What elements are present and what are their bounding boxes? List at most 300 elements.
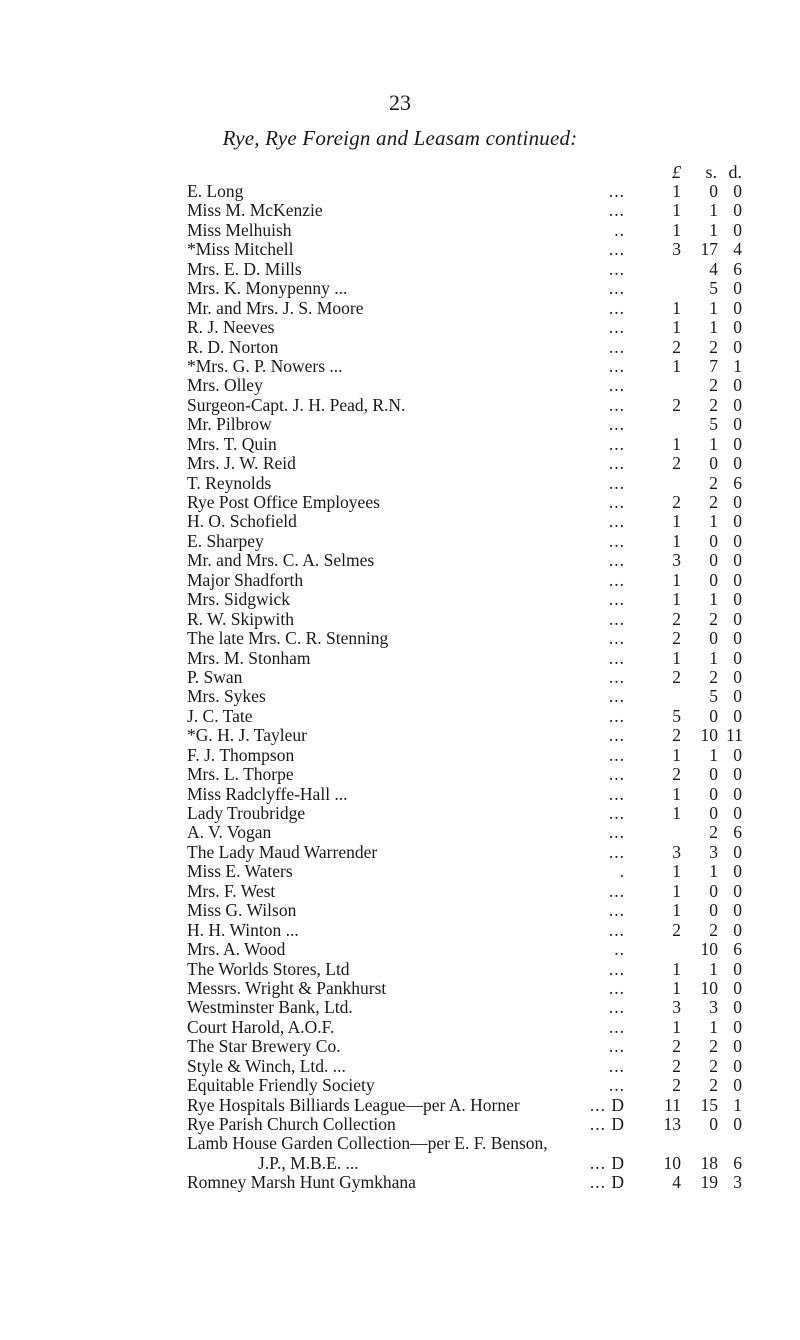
page-number: 23 <box>389 90 411 115</box>
amount-shillings: 1 <box>709 589 718 610</box>
list-item <box>0 668 800 687</box>
donor-name: Romney Marsh Hunt Gymkhana <box>187 1172 416 1193</box>
amount-pence: 0 <box>733 278 742 299</box>
amount-pounds: 2 <box>672 1075 681 1096</box>
donor-name: R. D. Norton <box>187 336 279 357</box>
donor-name: Rye Post Office Employees <box>187 492 380 512</box>
list-item <box>0 201 800 220</box>
list-item <box>0 318 800 337</box>
amount-shillings: 10 <box>700 977 718 998</box>
amount-pence: 0 <box>733 492 742 512</box>
amount-pounds: 1 <box>672 958 681 979</box>
amount-pounds: 3 <box>672 841 681 862</box>
leader-dots: .. <box>614 939 625 960</box>
amount-pounds: 2 <box>672 1036 681 1057</box>
amount-shillings: 2 <box>709 492 718 512</box>
donor-name: The Worlds Stores, Ltd <box>187 958 350 979</box>
donor-name: Lamb House Garden Collection—per E. F. Benson, <box>187 1133 548 1154</box>
amount-shillings: 0 <box>709 803 718 823</box>
amount-pounds: 1 <box>672 900 681 921</box>
donor-name: R. W. Skipwith <box>187 608 294 629</box>
amount-pounds: 1 <box>672 511 681 532</box>
list-item <box>0 921 800 940</box>
amount-pence: 0 <box>733 686 742 707</box>
amount-pence: 0 <box>733 1055 742 1076</box>
list-item <box>0 649 800 668</box>
list-item <box>0 590 800 609</box>
amount-shillings: 2 <box>709 472 718 493</box>
amount-pounds: 1 <box>672 569 681 590</box>
leader-dots: ... <box>608 472 625 493</box>
amount-shillings: 2 <box>709 608 718 629</box>
amount-pence: 0 <box>733 880 742 901</box>
amount-pence: 1 <box>733 1094 742 1115</box>
amount-shillings: 0 <box>709 764 718 785</box>
list-item <box>0 551 800 570</box>
list-item <box>0 454 800 473</box>
donor-name: *Mrs. G. P. Nowers ... <box>187 355 343 376</box>
amount-pounds: 2 <box>672 666 681 687</box>
amount-pounds: 1 <box>672 200 681 221</box>
list-item <box>0 182 800 201</box>
list-item <box>0 415 800 434</box>
leader-dots: ... <box>608 200 625 221</box>
pence-column-header: d. <box>728 162 742 182</box>
amount-pence: 0 <box>733 317 742 338</box>
list-item <box>0 882 800 901</box>
donor-name: E. Sharpey <box>187 530 264 551</box>
donor-name: Mr. and Mrs. C. A. Selmes <box>187 550 375 571</box>
amount-pounds: 3 <box>672 550 681 571</box>
list-item <box>0 240 800 259</box>
leader-dots: ... <box>608 880 625 901</box>
amount-shillings: 0 <box>709 628 718 649</box>
donor-name: Miss M. McKenzie <box>187 200 323 221</box>
amount-shillings: 1 <box>709 647 718 668</box>
leader-dots: ... <box>608 453 625 474</box>
leader-dots: ... <box>608 628 625 649</box>
list-item <box>0 960 800 979</box>
amount-shillings: 1 <box>709 511 718 532</box>
amount-pounds: 2 <box>672 1055 681 1076</box>
amount-shillings: 0 <box>709 550 718 571</box>
leader-dots: .. <box>614 219 625 240</box>
amount-pounds: 1 <box>672 181 681 201</box>
leader-dots: ... <box>608 705 625 726</box>
amount-shillings: 15 <box>700 1094 718 1115</box>
amount-shillings: 2 <box>709 394 718 415</box>
leader-dots: ... <box>608 375 625 396</box>
leader-dots: ... <box>608 783 625 804</box>
amount-shillings: 2 <box>709 666 718 687</box>
list-item <box>0 1134 800 1153</box>
donor-name: Surgeon-Capt. J. H. Pead, R.N. <box>187 394 406 415</box>
leader-dots: ... D <box>589 1172 625 1193</box>
list-item <box>0 1037 800 1056</box>
leader-dots: ... <box>608 647 625 668</box>
leader-dots: ... <box>608 511 625 532</box>
list-item <box>0 998 800 1017</box>
donor-name: P. Swan <box>187 666 243 687</box>
donor-name: Mrs. Sidgwick <box>187 589 291 610</box>
amount-pence: 0 <box>733 200 742 221</box>
amount-shillings: 0 <box>709 569 718 590</box>
donor-name: Mrs. Olley <box>187 375 263 396</box>
amount-pence: 0 <box>733 666 742 687</box>
amount-pence: 6 <box>733 1152 742 1173</box>
amount-pence: 0 <box>733 1016 742 1037</box>
amount-pence: 0 <box>733 297 742 318</box>
leader-dots: ... <box>608 181 625 201</box>
donor-name: J. C. Tate <box>187 705 253 726</box>
amount-pounds: 2 <box>672 394 681 415</box>
amount-shillings: 5 <box>709 278 718 299</box>
amount-shillings: 1 <box>709 744 718 765</box>
amount-pounds: 5 <box>672 705 681 726</box>
amount-pence: 1 <box>733 355 742 376</box>
list-item <box>0 571 800 590</box>
list-item <box>0 1173 800 1192</box>
leader-dots: ... <box>608 317 625 338</box>
amount-pounds: 4 <box>672 1172 681 1193</box>
amount-pounds: 2 <box>672 492 681 512</box>
leader-dots: ... D <box>589 1094 625 1115</box>
donor-name: Mrs. K. Monypenny ... <box>187 278 348 299</box>
amount-pounds: 1 <box>672 297 681 318</box>
amount-shillings: 2 <box>709 1055 718 1076</box>
leader-dots: . <box>619 861 625 882</box>
amount-pence: 0 <box>733 900 742 921</box>
donor-name: Equitable Friendly Society <box>187 1075 375 1096</box>
leader-dots: ... <box>608 744 625 765</box>
donor-name: Mrs. F. West <box>187 880 276 901</box>
list-item <box>0 260 800 279</box>
amount-shillings: 3 <box>709 997 718 1018</box>
amount-shillings: 1 <box>709 317 718 338</box>
list-item <box>0 901 800 920</box>
donor-name: The Star Brewery Co. <box>187 1036 341 1057</box>
amount-shillings: 1 <box>709 861 718 882</box>
amount-shillings: 0 <box>709 880 718 901</box>
list-item <box>0 299 800 318</box>
amount-pence: 0 <box>733 803 742 823</box>
donor-name: Rye Parish Church Collection <box>187 1114 396 1134</box>
amount-shillings: 1 <box>709 1016 718 1037</box>
subscription-list <box>0 182 800 1193</box>
donor-name: Mr. and Mrs. J. S. Moore <box>187 297 364 318</box>
donor-name: Mrs. A. Wood <box>187 939 286 960</box>
amount-pence: 0 <box>733 997 742 1018</box>
amount-pence: 0 <box>733 783 742 804</box>
donor-name: The Lady Maud Warrender <box>187 841 378 862</box>
amount-pounds: 10 <box>663 1152 681 1173</box>
leader-dots: ... <box>608 414 625 435</box>
amount-pence: 0 <box>733 841 742 862</box>
amount-shillings: 10 <box>700 939 718 960</box>
list-item <box>0 532 800 551</box>
amount-pence: 0 <box>733 977 742 998</box>
amount-pence: 6 <box>733 939 742 960</box>
amount-shillings: 19 <box>700 1172 718 1193</box>
list-item <box>0 221 800 240</box>
amount-shillings: 1 <box>709 219 718 240</box>
amount-pounds: 1 <box>672 880 681 901</box>
amount-shillings: 2 <box>709 1036 718 1057</box>
list-item <box>0 1154 800 1173</box>
leader-dots: ... <box>608 900 625 921</box>
amount-shillings: 0 <box>709 783 718 804</box>
amount-shillings: 0 <box>709 1114 718 1134</box>
leader-dots: ... <box>608 258 625 279</box>
donor-name: F. J. Thompson <box>187 744 295 765</box>
amount-pounds: 2 <box>672 453 681 474</box>
leader-dots: ... <box>608 997 625 1018</box>
amount-pounds: 1 <box>672 355 681 376</box>
leader-dots: ... <box>608 822 625 843</box>
donor-name: Miss Radclyffe-Hall ... <box>187 783 348 804</box>
amount-pounds: 2 <box>672 764 681 785</box>
list-item <box>0 512 800 531</box>
donor-name: Messrs. Wright & Pankhurst <box>187 977 387 998</box>
leader-dots: ... <box>608 239 625 260</box>
amount-pounds: 3 <box>672 239 681 260</box>
amount-pounds: 1 <box>672 433 681 454</box>
leader-dots: ... <box>608 550 625 571</box>
amount-pounds: 2 <box>672 336 681 357</box>
leader-dots: ... <box>608 1055 625 1076</box>
donor-name: Mr. Pilbrow <box>187 414 272 435</box>
amount-pence: 0 <box>733 181 742 201</box>
leader-dots: ... <box>608 1036 625 1057</box>
amount-shillings: 0 <box>709 900 718 921</box>
leader-dots: ... <box>608 977 625 998</box>
amount-shillings: 2 <box>709 1075 718 1096</box>
leader-dots: ... <box>608 841 625 862</box>
leader-dots: ... <box>608 278 625 299</box>
amount-shillings: 2 <box>709 336 718 357</box>
amount-pence: 0 <box>733 589 742 610</box>
leader-dots: ... <box>608 764 625 785</box>
leader-dots: ... <box>608 608 625 629</box>
amount-pounds: 1 <box>672 530 681 551</box>
donor-name: Mrs. Sykes <box>187 686 266 707</box>
amount-pounds: 2 <box>672 725 681 746</box>
donor-name: Style & Winch, Ltd. ... <box>187 1055 346 1076</box>
amount-pence: 4 <box>733 239 742 260</box>
amount-shillings: 0 <box>709 181 718 201</box>
amount-pence: 0 <box>733 744 742 765</box>
amount-pence: 0 <box>733 394 742 415</box>
list-item <box>0 1115 800 1134</box>
leader-dots: ... <box>608 1016 625 1037</box>
amount-pounds: 11 <box>664 1094 681 1115</box>
amount-shillings: 17 <box>700 239 718 260</box>
amount-shillings: 7 <box>709 355 718 376</box>
leader-dots: ... <box>608 589 625 610</box>
list-item <box>0 357 800 376</box>
amount-pence: 0 <box>733 1036 742 1057</box>
donor-name: Westminster Bank, Ltd. <box>187 997 353 1018</box>
page-heading: Rye, Rye Foreign and Leasam continued: <box>222 126 578 150</box>
list-item <box>0 629 800 648</box>
list-item <box>0 493 800 512</box>
amount-pounds: 1 <box>672 744 681 765</box>
leader-dots: ... <box>608 336 625 357</box>
amount-pence: 0 <box>733 919 742 940</box>
leader-dots: ... <box>608 919 625 940</box>
amount-pounds: 3 <box>672 997 681 1018</box>
amount-pounds: 2 <box>672 919 681 940</box>
amount-shillings: 4 <box>709 258 718 279</box>
donor-name: Mrs. M. Stonham <box>187 647 311 668</box>
leader-dots: ... <box>608 297 625 318</box>
amount-pounds: 1 <box>672 803 681 823</box>
list-item <box>0 610 800 629</box>
amount-pence: 0 <box>733 764 742 785</box>
amount-pounds: 2 <box>672 608 681 629</box>
amount-shillings: 2 <box>709 375 718 396</box>
amount-shillings: 1 <box>709 297 718 318</box>
amount-pence: 0 <box>733 647 742 668</box>
donor-name: Mrs. L. Thorpe <box>187 764 294 785</box>
list-item <box>0 1057 800 1076</box>
leader-dots: ... <box>608 530 625 551</box>
amount-pence: 0 <box>733 453 742 474</box>
amount-pence: 3 <box>733 1172 742 1193</box>
amount-shillings: 1 <box>709 200 718 221</box>
list-item <box>0 979 800 998</box>
donor-name: Lady Troubridge <box>187 803 306 823</box>
donor-name: Miss G. Wilson <box>187 900 297 921</box>
amount-shillings: 0 <box>709 705 718 726</box>
amount-pounds: 1 <box>672 317 681 338</box>
leader-dots: ... D <box>589 1114 625 1134</box>
amount-pence: 0 <box>733 511 742 532</box>
list-item <box>0 785 800 804</box>
leader-dots: ... <box>608 725 625 746</box>
donor-name: Miss E. Waters <box>187 861 293 882</box>
pounds-column-header: £ <box>672 162 681 182</box>
list-item <box>0 396 800 415</box>
amount-shillings: 18 <box>700 1152 718 1173</box>
amount-pence: 0 <box>733 861 742 882</box>
donor-name: J.P., M.B.E. ... <box>258 1152 359 1173</box>
amount-pence: 0 <box>733 705 742 726</box>
amount-pence: 0 <box>733 375 742 396</box>
donor-name: Miss Melhuish <box>187 219 292 240</box>
list-item <box>0 940 800 959</box>
list-item <box>0 707 800 726</box>
donor-name: Mrs. J. W. Reid <box>187 453 296 474</box>
donor-name: Major Shadforth <box>187 569 304 590</box>
list-item <box>0 765 800 784</box>
donor-name: Court Harold, A.O.F. <box>187 1016 335 1037</box>
donor-name: A. V. Vogan <box>187 822 272 843</box>
donor-name: Mrs. E. D. Mills <box>187 258 302 279</box>
donor-name: H. O. Schofield <box>187 511 297 532</box>
list-item <box>0 279 800 298</box>
list-item <box>0 376 800 395</box>
list-item <box>0 1018 800 1037</box>
amount-pence: 0 <box>733 414 742 435</box>
amount-shillings: 10 <box>700 725 718 746</box>
leader-dots: ... <box>608 433 625 454</box>
donor-name: R. J. Neeves <box>187 317 275 338</box>
list-item <box>0 746 800 765</box>
leader-dots: ... <box>608 394 625 415</box>
amount-pence: 6 <box>733 822 742 843</box>
leader-dots: ... D <box>589 1152 625 1173</box>
donor-name: H. H. Winton ... <box>187 919 299 940</box>
amount-shillings: 5 <box>709 686 718 707</box>
amount-pounds: 2 <box>672 628 681 649</box>
list-item <box>0 1096 800 1115</box>
leader-dots: ... <box>608 492 625 512</box>
amount-pence: 0 <box>733 336 742 357</box>
list-item <box>0 726 800 745</box>
leader-dots: ... <box>608 686 625 707</box>
donor-name: Mrs. T. Quin <box>187 433 277 454</box>
leader-dots: ... <box>608 569 625 590</box>
amount-pence: 0 <box>733 608 742 629</box>
amount-pence: 0 <box>733 219 742 240</box>
amount-pounds: 1 <box>672 861 681 882</box>
amount-pounds: 1 <box>672 589 681 610</box>
donor-name: *G. H. J. Tayleur <box>187 725 307 746</box>
donor-name: T. Reynolds <box>187 472 272 493</box>
amount-pounds: 1 <box>672 1016 681 1037</box>
shillings-column-header: s. <box>705 162 717 182</box>
amount-shillings: 2 <box>709 919 718 940</box>
list-item <box>0 862 800 881</box>
amount-pence: 6 <box>733 258 742 279</box>
list-item <box>0 804 800 823</box>
amount-pounds: 1 <box>672 219 681 240</box>
list-item <box>0 338 800 357</box>
amount-shillings: 2 <box>709 822 718 843</box>
amount-pounds: 1 <box>672 783 681 804</box>
list-item <box>0 1076 800 1095</box>
list-item <box>0 687 800 706</box>
leader-dots: ... <box>608 1075 625 1096</box>
amount-shillings: 0 <box>709 453 718 474</box>
amount-shillings: 1 <box>709 433 718 454</box>
amount-pence: 0 <box>733 530 742 551</box>
amount-pounds: 1 <box>672 647 681 668</box>
amount-shillings: 3 <box>709 841 718 862</box>
donor-name: E. Long <box>187 181 244 201</box>
amount-shillings: 5 <box>709 414 718 435</box>
donor-name: *Miss Mitchell <box>187 239 294 260</box>
amount-pence: 6 <box>733 472 742 493</box>
amount-pence: 0 <box>733 433 742 454</box>
list-item <box>0 435 800 454</box>
list-item <box>0 474 800 493</box>
amount-pence: 0 <box>733 569 742 590</box>
amount-pence: 11 <box>726 725 743 746</box>
leader-dots: ... <box>608 803 625 823</box>
amount-pence: 0 <box>733 550 742 571</box>
list-item <box>0 843 800 862</box>
leader-dots: ... <box>608 355 625 376</box>
amount-pence: 0 <box>733 1114 742 1134</box>
donor-name: Rye Hospitals Billiards League—per A. Horner <box>187 1094 520 1115</box>
list-item <box>0 823 800 842</box>
amount-pounds: 13 <box>663 1114 681 1134</box>
amount-shillings: 0 <box>709 530 718 551</box>
leader-dots: ... <box>608 958 625 979</box>
amount-pounds: 1 <box>672 977 681 998</box>
